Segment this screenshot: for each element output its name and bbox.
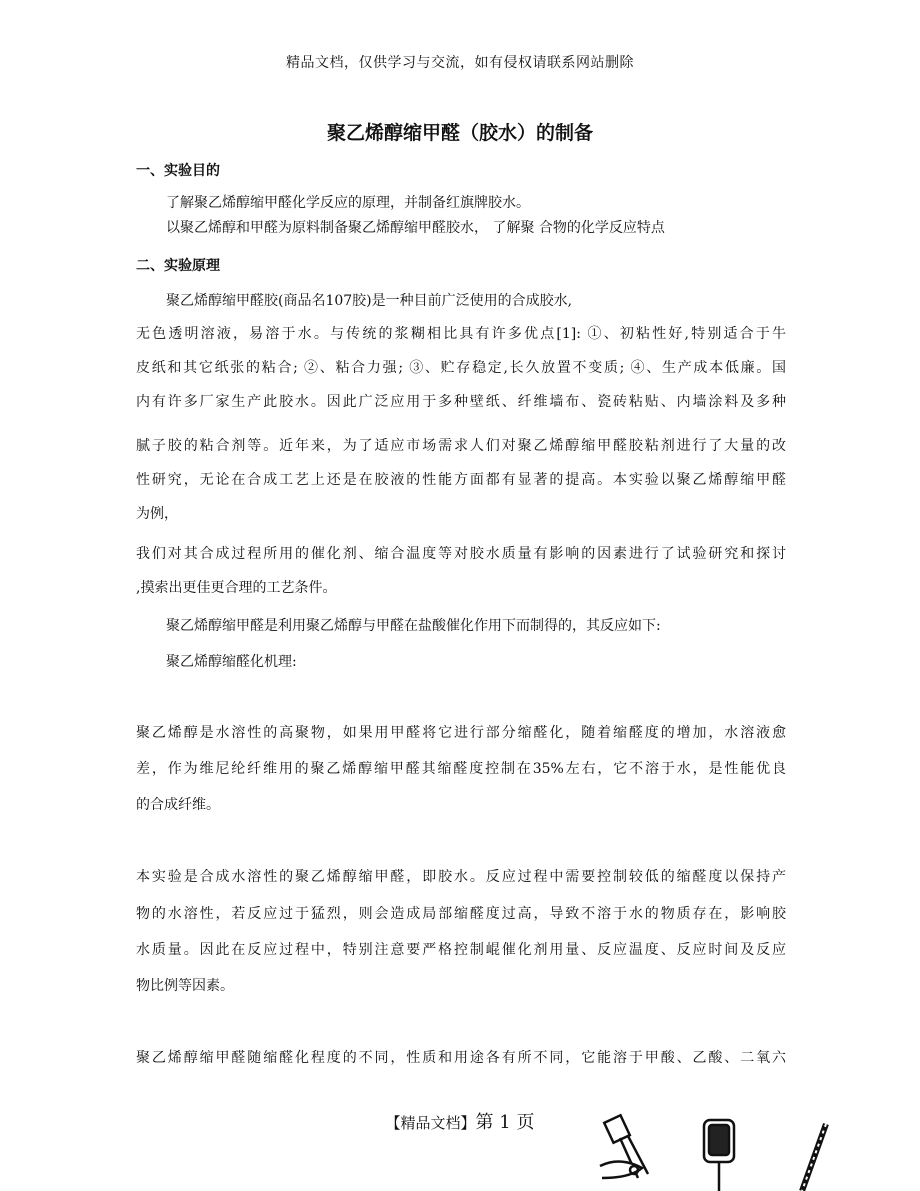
reaction-intro: 聚乙烯醇缩甲醛是利用聚乙烯醇与甲醛在盐酸催化作用下而制得的，其反应如下: [166,618,661,634]
objective-line-2: 以聚乙烯醇和甲醛为原料制备聚乙烯醇缩甲醛胶水， 了解聚 合物的化学反应特点 [166,220,665,236]
experiment-line-2: 物的水溶性，若反应过于猛烈，则会造成局部缩醛度过高，导致不溶于水的物质存在，影响胶 [136,906,786,922]
principle-line-5: 腻子胶的粘合剂等。近年来，为了适应市场需求人们对聚乙烯醇缩甲醛胶粘剂进行了大量的改 [136,438,786,454]
objective-line-1: 了解聚乙烯醇缩甲醛化学反应的原理，并制备红旗牌胶水。 [166,195,530,211]
footer-tag: 【精品文档】 [385,1114,476,1132]
principle-line-9: ,摸索出更佳更合理的工艺条件。 [136,580,337,596]
rod-icon [802,1124,826,1191]
meter-icon [704,1120,734,1191]
document-title: 聚乙烯醇缩甲醛（胶水）的制备 [326,122,593,144]
pva-line-1: 聚乙烯醇是水溶性的高聚物，如果用甲醛将它进行部分缩醛化，随着缩醛度的增加，水溶液愈 [136,725,786,741]
principle-line-7: 为例， [136,506,178,522]
clamp-icon [600,1115,648,1178]
principle-line-3: 皮纸和其它纸张的粘合; ②、粘合力强; ③、贮存稳定,长久放置不变质; ④、生产成本低廉。国 [136,360,786,376]
section-heading-objective: 一、实验目的 [136,163,220,179]
pva-line-3: 的合成纤维。 [136,797,220,813]
principle-line-1: 聚乙烯醇缩甲醛胶(商品名107胶)是一种目前广泛使用的合成胶水, [166,293,573,309]
experiment-line-3: 水质量。因此在反应过程中，特别注意要严格控制崐催化剂用量、反应温度、反应时间及反应 [136,942,786,958]
experiment-line-4: 物比例等因素。 [136,978,234,994]
principle-line-4: 内有许多厂家生产此胶水。因此广泛应用于多种壁纸、纤维墙布、瓷砖粘贴、内墙涂料及多种 [136,394,786,410]
pva-line-2: 差，作为维尼纶纤维用的聚乙烯醇缩甲醛其缩醛度控制在35%左右，它不溶于水，是性能优良 [136,761,786,777]
experiment-line-1: 本实验是合成水溶性的聚乙烯醇缩甲醛，即胶水。反应过程中需要控制较低的缩醛度以保持产 [136,869,786,885]
lab-equipment-illustration [590,1108,850,1191]
header-disclaimer: 精品文档，仅供学习与交流，如有侵权请联系网站删除 [286,55,634,71]
principle-line-2: 无色透明溶液，易溶于水。与传统的浆糊相比具有许多优点[1]: ①、初粘性好,特别适合于牛 [136,326,786,342]
principle-line-6: 性研究，无论在合成工艺上还是在胶液的性能方面都有显著的提高。本实验以聚乙烯醇缩甲醛 [136,472,786,488]
mechanism-label: 聚乙烯醇缩醛化机理: [166,654,297,670]
section-heading-principle: 二、实验原理 [136,258,220,274]
page-number: 第 1 页 [475,1112,535,1133]
principle-line-8: 我们对其合成过程所用的催化剂、缩合温度等对胶水质量有影响的因素进行了试验研究和探讨 [136,546,786,562]
acetal-line-1: 聚乙烯醇缩甲醛随缩醛化程度的不同，性质和用途各有所不同，它能溶于甲酸、乙酸、二氧六 [136,1050,786,1066]
